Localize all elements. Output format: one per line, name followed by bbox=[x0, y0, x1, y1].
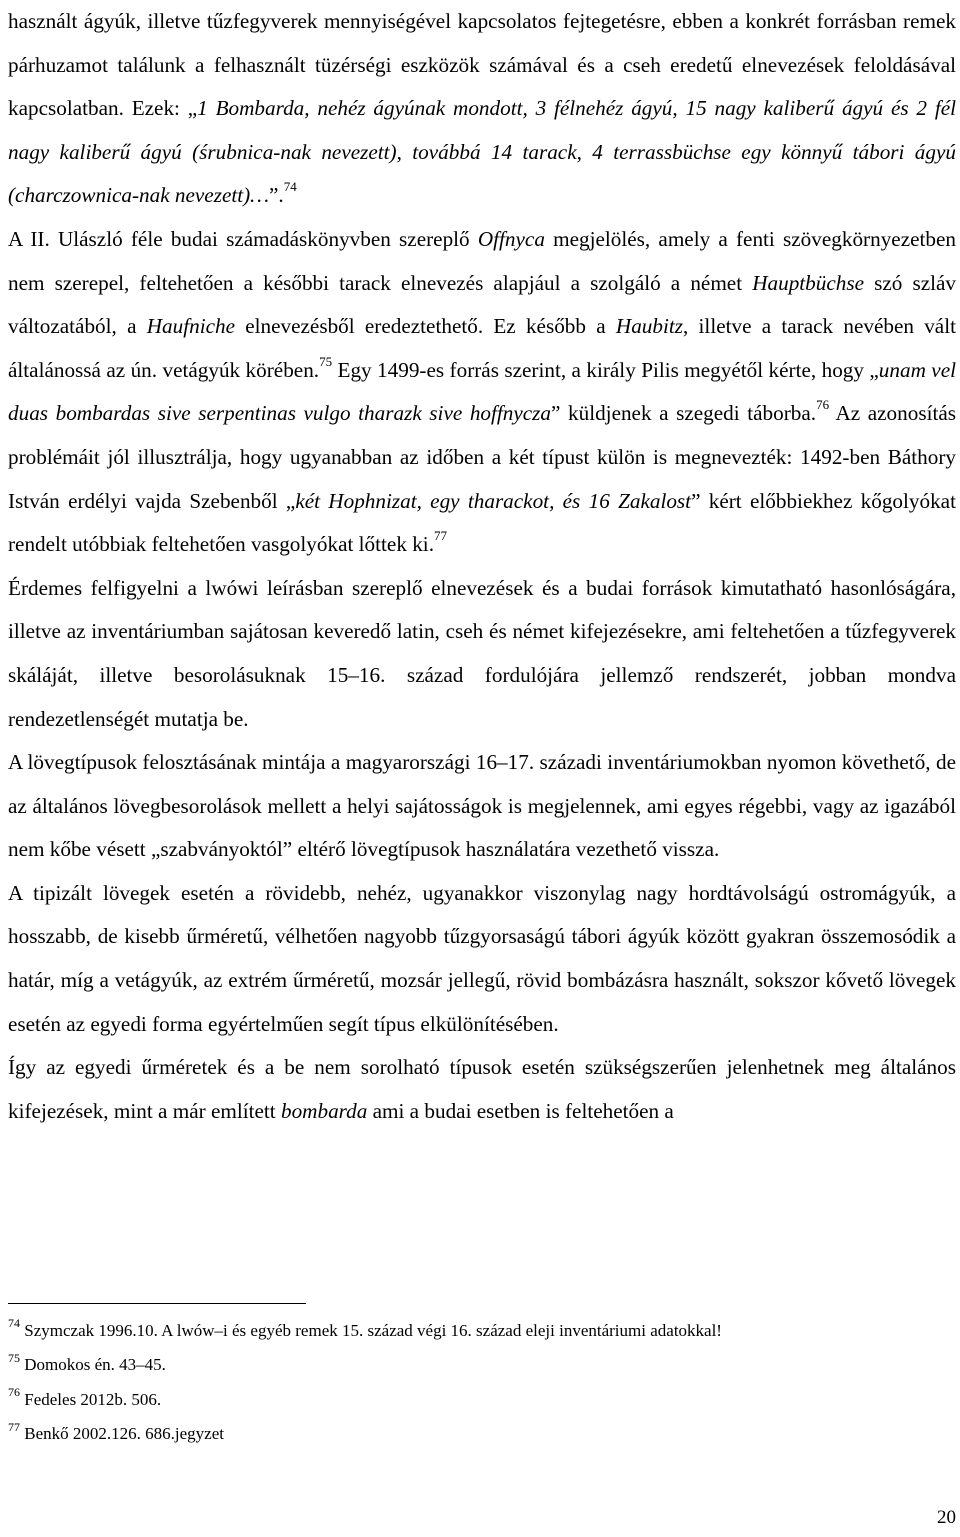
footnote-ref-76[interactable]: 76 bbox=[816, 397, 830, 413]
footnote-number: 77 bbox=[8, 1419, 20, 1434]
p2-text-4: elnevezésből eredeztethető. Ez később a bbox=[235, 314, 616, 339]
footnote-ref-75[interactable]: 75 bbox=[319, 353, 333, 369]
footnote-text: Fedeles 2012b. 506. bbox=[24, 1389, 162, 1409]
footnote-text: Szymczak 1996.10. A lwów–i és egyéb remek 15. század végi 16. század eleji inventáriumi adatokkal! bbox=[24, 1321, 722, 1340]
footnote-text: Benkő 2002.126. 686.jegyzet bbox=[24, 1424, 224, 1444]
p2-text-5: , illetve a tarack nevében vált általánossá az ún. vetágyúk körében. bbox=[8, 314, 956, 382]
p2-text-1: A II. Ulászló féle budai számadáskönyvben szereplő bbox=[8, 226, 478, 251]
term-haufniche: Haufniche bbox=[146, 314, 235, 339]
quote-hophnizat: két Hophnizat, egy tharackot, és 16 Zakalost bbox=[295, 488, 692, 513]
term-haubitz: Haubitz bbox=[615, 314, 683, 339]
footnote-ref-74[interactable]: 74 bbox=[283, 179, 297, 195]
paragraph-4: A lövegtípusok felosztásának mintája a magyarországi 16–17. századi inventáriumokban nyomon követhető, de az általános lövegbesorolások mellett a helyi sajátosságok is megjelennek, ami egyes régebbi, vagy az igazából nem kőbe vésett „szabványoktól” eltérő lövegtípusok használatára vezethető vissza. bbox=[8, 750, 956, 862]
p2-text-9: ” kért előbbiekhez kőgolyókat rendelt utóbbiak feltehetően vasgolyókat lőttek ki. bbox=[8, 488, 956, 557]
footnote-77 bbox=[8, 1417, 956, 1451]
p2-text-6: Egy 1499-es forrás szerint, a király Pilis megyétől kérte, hogy „ bbox=[332, 357, 879, 382]
footnote-75 bbox=[8, 1348, 956, 1382]
document-page bbox=[8, 0, 957, 1444]
term-hauptbuchse: Hauptbüchse bbox=[752, 270, 865, 295]
quote-latin: unam vel duas bombardas sive serpentinas vulgo tharazk sive hoffnycza bbox=[8, 357, 956, 426]
paragraph-6 bbox=[8, 1046, 956, 1133]
footnote-number: 76 bbox=[8, 1385, 20, 1400]
paragraph-5: A tipizált lövegek esetén a rövidebb, nehéz, ugyanakkor viszonylag nagy hordtávolságú ostromágyúk, a hosszabb, de kisebb űrméretű, vélhetően nagyobb tűzgyorsaságú tábori ágyúk között gyakran összemosódik a határ, míg a vetágyúk, az extrém űrméretű, mozsár jellegű, rövid bombázásra használt, sokszor kővető lövegek esetén az egyedi forma egyértelműen segít típus elkülönítésében. bbox=[8, 880, 956, 1036]
paragraph-3: Érdemes felfigyelni a lwówi leírásban szereplő elnevezések és a budai források kimutatható hasonlóságára, illetve az inventáriumban sajátosan keveredő latin, cseh és német kifejezésekre, ami feltehetően a tűzfegyverek skáláját, illetve besorolásuknak 15–16. század fordulójára jellemző rendszerét, jobban mondva rendezetlenségét mutatja be. bbox=[8, 575, 956, 731]
footnote-74 bbox=[8, 1314, 956, 1348]
footnote-text: Domokos én. 43–45. bbox=[24, 1355, 166, 1375]
term-offnyca: Offnyca bbox=[477, 226, 545, 251]
page-number: 20 bbox=[937, 1507, 956, 1528]
p6-text-2: ami a budai esetben is feltehetően a bbox=[367, 1098, 674, 1123]
footnote-number: 74 bbox=[8, 1316, 20, 1331]
p2-text-8: Az azonosítás problémáit jól illusztrálja, hogy ugyanabban az időben a két típust külön is megnevezték: 1492-ben Báthory István erdélyi vajda Szebenből „ bbox=[8, 401, 957, 513]
body-text bbox=[8, 0, 956, 1133]
footnote-number: 75 bbox=[8, 1350, 20, 1365]
paragraph-2 bbox=[8, 218, 956, 567]
p2-text-3: szó szláv változatából, a bbox=[8, 270, 957, 339]
paragraph-1-close: ”. bbox=[269, 183, 284, 208]
paragraph-1-text: használt ágyúk, illetve tűzfegyverek mennyiségével kapcsolatos fejtegetésre, ebben a konkrét forrásban remek párhuzamot találunk a felhasznált tüzérségi eszközök számával és a cseh eredetű elnevezések feloldásával kapcsolatban. Ezek: „ bbox=[8, 9, 956, 121]
p2-text-7: ” küldjenek a szegedi táborba. bbox=[551, 401, 817, 426]
quote-bombarda-list: 1 Bombarda, nehéz ágyúnak mondott, 3 félnehéz ágyú, 15 nagy kaliberű ágyú és 2 fél nagy kaliberű ágyú (śrubnica-nak nevezett), továbbá 14 tarack, 4 terrassbüchse egy könnyű tábori ágyú (charczownica-nak nevezett)… bbox=[8, 96, 956, 208]
footnotes bbox=[8, 1303, 956, 1452]
paragraph-1 bbox=[8, 0, 956, 218]
p2-text-2: megjelölés, amely a fenti szövegkörnyezetben nem szerepel, feltehetően a későbbi tarack elnevezés alapjául a szolgáló a német bbox=[8, 226, 956, 295]
p6-text-1: Így az egyedi űrméretek és a be nem sorolható típusok esetén szükségszerűen jelenhetnek meg általános kifejezések, mint a már említett bbox=[8, 1055, 956, 1123]
term-bombarda: bombarda bbox=[280, 1098, 368, 1123]
footnote-separator bbox=[8, 1303, 306, 1304]
footnote-76 bbox=[8, 1383, 956, 1417]
footnote-ref-77[interactable]: 77 bbox=[434, 528, 447, 544]
